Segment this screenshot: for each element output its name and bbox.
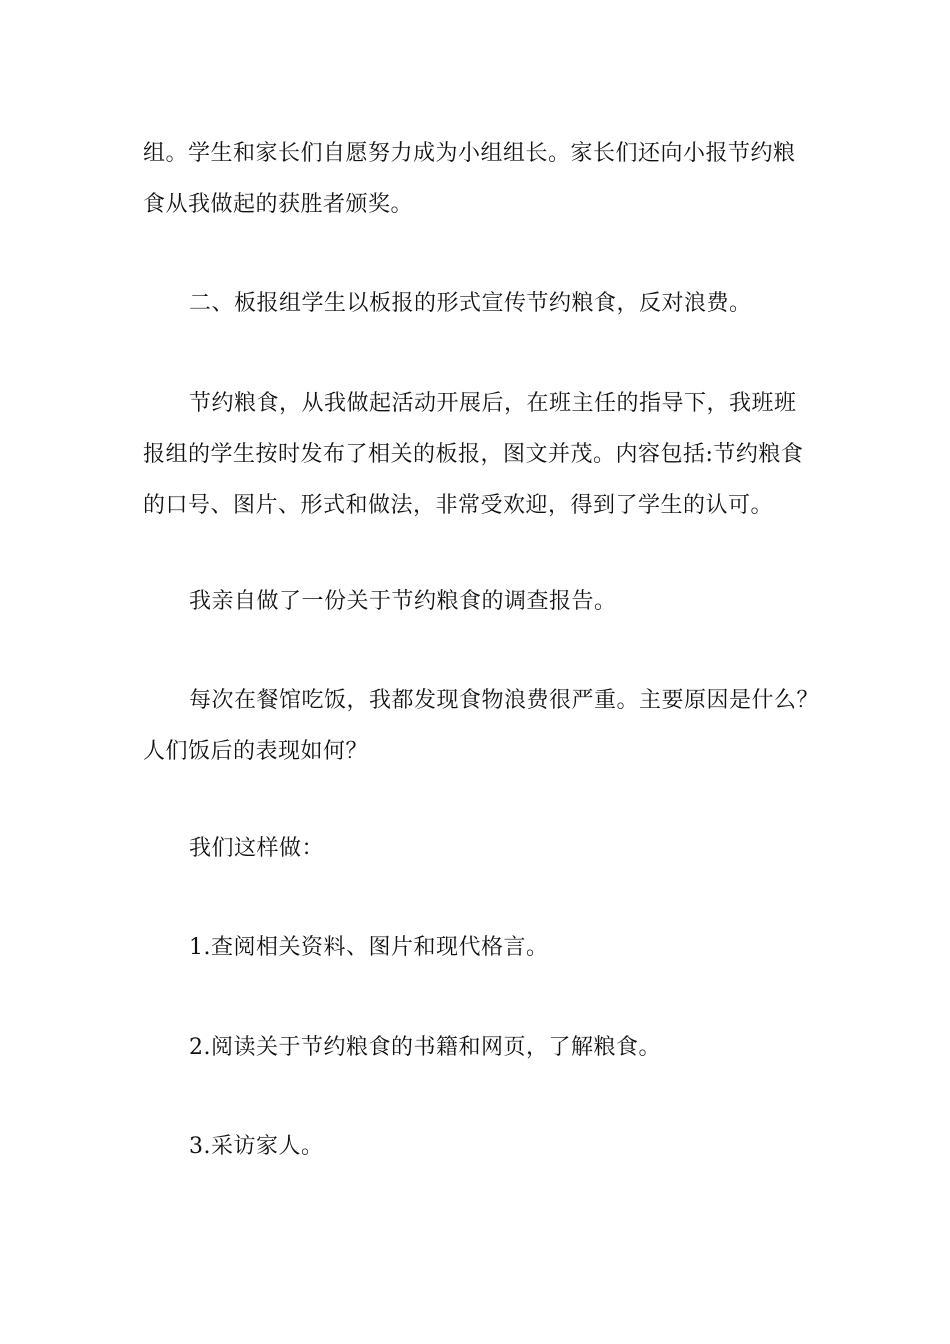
- text-line: 食从我做起的获胜者颁奖。: [143, 192, 414, 217]
- paragraph-continuation: [143, 128, 833, 230]
- text-line: 报组的学生按时发布了相关的板报，图文并茂。内容包括:节约粮食: [143, 442, 804, 467]
- paragraph-blackboard-group: [143, 278, 833, 329]
- text-line: 二、板报组学生以板报的形式宣传节约粮食，反对浪费。: [189, 291, 752, 316]
- text-line: 节约粮食，从我做起活动开展后，在班主任的指导下，我班班: [189, 391, 797, 416]
- text-line: 每次在餐馆吃饭，我都发现食物浪费很严重。主要原因是什么？: [189, 688, 820, 713]
- paragraph-survey: [143, 576, 833, 627]
- list-item-3: [143, 1121, 833, 1172]
- text-line: 的口号、图片、形式和做法，非常受欢迎，得到了学生的认可。: [143, 493, 774, 518]
- paragraph-we-do: [143, 823, 833, 874]
- paragraph-restaurant: [143, 675, 833, 777]
- list-item-2: [143, 1022, 833, 1073]
- text-line: 我们这样做：: [189, 836, 325, 861]
- list-item-1: [143, 922, 833, 973]
- text-line: 人们饭后的表现如何？: [143, 739, 369, 764]
- text-line: 1.查阅相关资料、图片和现代格言。: [189, 935, 549, 960]
- text-line: 2.阅读关于节约粮食的书籍和网页，了解粮食。: [189, 1035, 661, 1060]
- text-line: 我亲自做了一份关于节约粮食的调查报告。: [189, 589, 617, 614]
- paragraph-activity: [143, 378, 833, 531]
- text-line: 3.采访家人。: [189, 1134, 324, 1159]
- text-line: 组。学生和家长们自愿努力成为小组组长。家长们还向小报节约粮: [143, 141, 796, 166]
